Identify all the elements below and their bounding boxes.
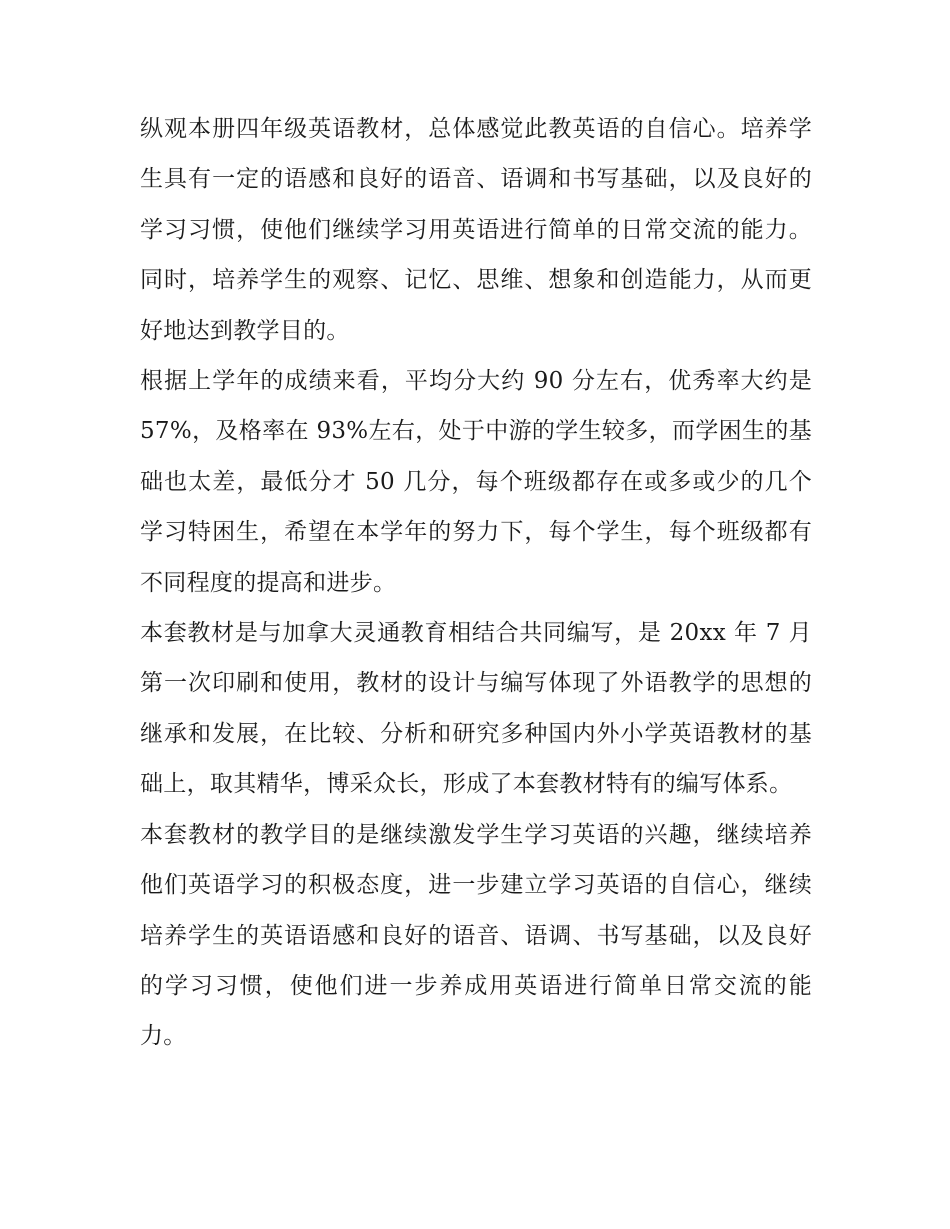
paragraph-textbook-origin: 本套教材是与加拿大灵通教育相结合共同编写，是 20xx 年 7 月第一次印刷和使用，教材的设计与编写体现了外语教学的思想的继承和发展，在比较、分析和研究多种国内外小学英语教材的基础上，取其精华，博采众长，形成了本套教材特有的编写体系。 (140, 620, 812, 798)
document-body (140, 104, 812, 1062)
paragraph-teaching-goals: 本套教材的教学目的是继续激发学生学习英语的兴趣，继续培养他们英语学习的积极态度，进一步建立学习英语的自信心，继续培养学生的英语语感和良好的语音、语调、书写基础，以及良好的学习习惯，使他们进一步养成用英语进行简单日常交流的能力。 (140, 821, 812, 1050)
paragraph-overview: 纵观本册四年级英语教材，总体感觉此教英语的自信心。培养学生具有一定的语感和良好的语音、语调和书写基础，以及良好的学习习惯，使他们继续学习用英语进行简单的日常交流的能力。同时，培养学生的观察、记忆、思维、想象和创造能力，从而更好地达到教学目的。 (140, 116, 812, 344)
paragraph-grades: 根据上学年的成绩来看，平均分大约 90 分左右，优秀率大约是 57%，及格率在 93%左右，处于中游的学生较多，而学困生的基础也太差，最低分才 50 几分，每个班级都存在或多或少的几个学习特困生，希望在本学年的努力下，每个学生，每个班级都有不同程度的提高和进步。 (140, 368, 812, 596)
